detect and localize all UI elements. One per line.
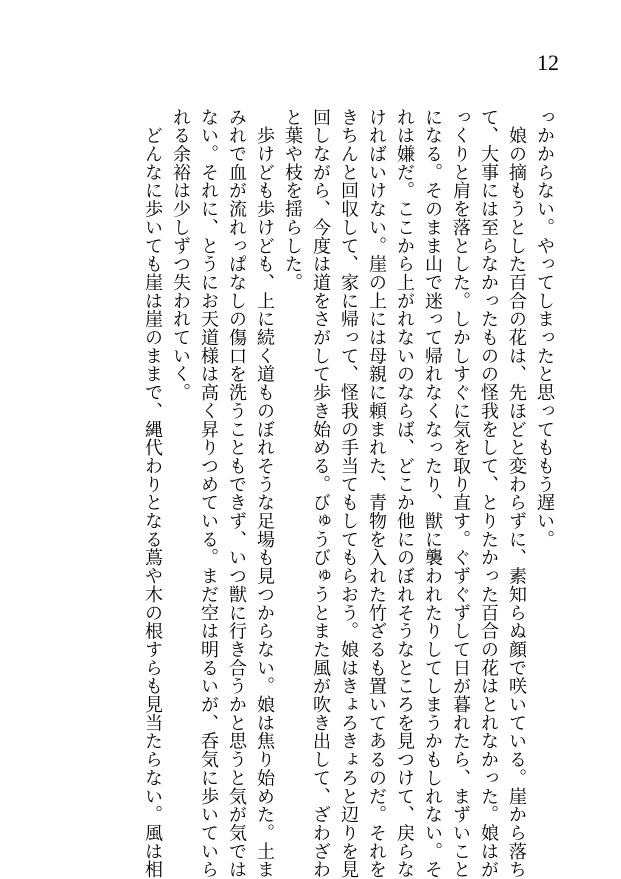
- text-line: ければいけない。崖の上には母親に頼まれた、青物を入れた竹ざるも置いてあるのだ。それを: [366, 108, 387, 879]
- text-line: っかからない。やってしまったと思ってももう遅い。: [534, 108, 555, 549]
- text-line: て、大事には至らなかったものの怪我をして、とりたかった百合の花はとれなかった。娘はが: [478, 108, 499, 879]
- text-line: きちんと回収して、家に帰って、怪我の手当てもしてもらおう。娘はきょろきょろと辺りを見: [338, 108, 359, 879]
- text-line: と葉や枝を揺らした。: [282, 108, 303, 292]
- text-line: ない。それに、とうにお天道様は高く昇りつめている。まだ空は明るいが、呑気に歩いていら: [198, 108, 219, 879]
- page-number: 12: [537, 50, 559, 75]
- text-line: 歩けども歩けども、上に続く道ものぼれそうな足場も見つからない。娘は焦り始めた。土ま: [254, 108, 275, 879]
- text-line: 娘の摘もうとした百合の花は、先ほどと変わらずに、素知らぬ顔で咲いている。崖から落ち: [506, 108, 527, 879]
- text-line: みれで血が流れっぱなしの傷口を洗うこともできず、いつ獣に行き合うかと思うと気が気では: [226, 108, 247, 879]
- text-line: どんなに歩いても崖は崖のままで、縄代わりとなる蔦や木の根すらも見当たらない。風は相: [142, 108, 163, 879]
- text-line: になる。そのまま山で迷って帰れなくなったり、獣に襲われたりしてしまうかもしれない。そ: [422, 108, 443, 879]
- text-line: 回しながら、今度は道をさがして歩き始める。びゅうびゅうとまた風が吹き出して、ざわざわ: [310, 108, 331, 879]
- novel-body-text: [58, 108, 558, 879]
- text-line: っくりと肩を落とした。しかしすぐに気を取り直す。ぐずぐずして日が暮れたら、まずいこと: [450, 108, 471, 879]
- text-line: れは嫌だ。ここから上がれないのならば、どこか他にのぼれそうなところを見つけて、戻らな: [394, 108, 415, 879]
- text-line: れる余裕は少しずつ失われていく。: [170, 108, 191, 402]
